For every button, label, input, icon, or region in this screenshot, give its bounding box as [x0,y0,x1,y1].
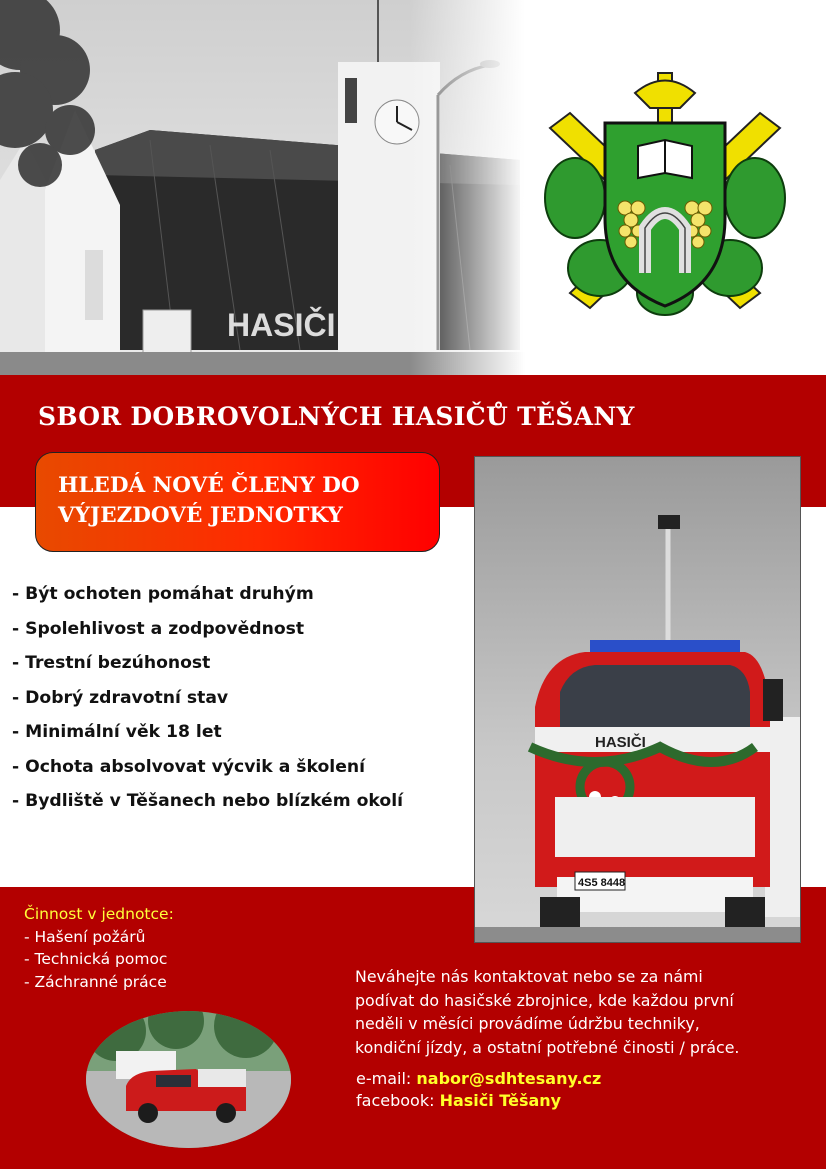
requirement-item: - Ochota absolvovat výcvik a školení [12,756,365,777]
activity-item: - Záchranné práce [24,972,167,991]
email-row [356,1068,601,1090]
facebook-label: facebook: [356,1091,435,1110]
contact-line: kondiční jízdy, a ostatní potřebné činosti / práce. [355,1037,740,1057]
activity-section [24,903,174,993]
callout-line-1: HLEDÁ NOVÉ ČLENY DO [58,473,360,498]
contact-line: neděli v měsíci provádíme údržbu techniky, [355,1014,700,1033]
requirement-item: - Dobrý zdravotní stav [12,687,229,708]
contact-links [356,1068,601,1112]
fire-car-photo [86,1011,291,1148]
coat-of-arms-emblem [530,68,800,328]
requirement-item: - Minimální věk 18 let [12,722,222,742]
truck-plate-text: 4S5 8448 [578,877,626,889]
requirement-item: - Spolehlivost a zodpovědnost [12,618,305,639]
callout-text [58,471,360,531]
fire-station-photo [0,0,525,375]
callout-line-2: VÝJEZDOVÉ JEDNOTKY [58,503,343,528]
requirement-item: - Bydliště v Těšanech nebo blízkém okolí [12,791,403,811]
facebook-row [356,1090,601,1112]
requirements-list [12,580,403,822]
activity-heading: Činnost v jednotce: [24,905,174,923]
recruitment-callout [35,452,440,552]
requirement-item: - Být ochoten pomáhat druhým [12,584,314,604]
facebook-link[interactable]: Hasiči Těšany [439,1091,562,1110]
contact-line: Neváhejte nás kontaktovat nebo se za námi [355,967,703,986]
email-link[interactable]: nabor@sdhtesany.cz [416,1069,602,1088]
fire-truck-photo [474,456,801,943]
truck-cab-text: HASIČI [595,734,646,751]
requirement-item: - Trestní bezúhonost [12,653,211,673]
activity-item: - Hašení požárů [24,927,146,946]
hero-section [0,0,826,375]
contact-line: podívat do hasičské zbrojnice, kde každou první [355,990,734,1010]
email-label: e-mail: [356,1069,412,1088]
activity-item: - Technická pomoc [24,950,168,968]
organization-title: SBOR DOBROVOLNÝCH HASIČŮ TĚŠANY [38,402,635,431]
contact-paragraph [355,965,815,1059]
